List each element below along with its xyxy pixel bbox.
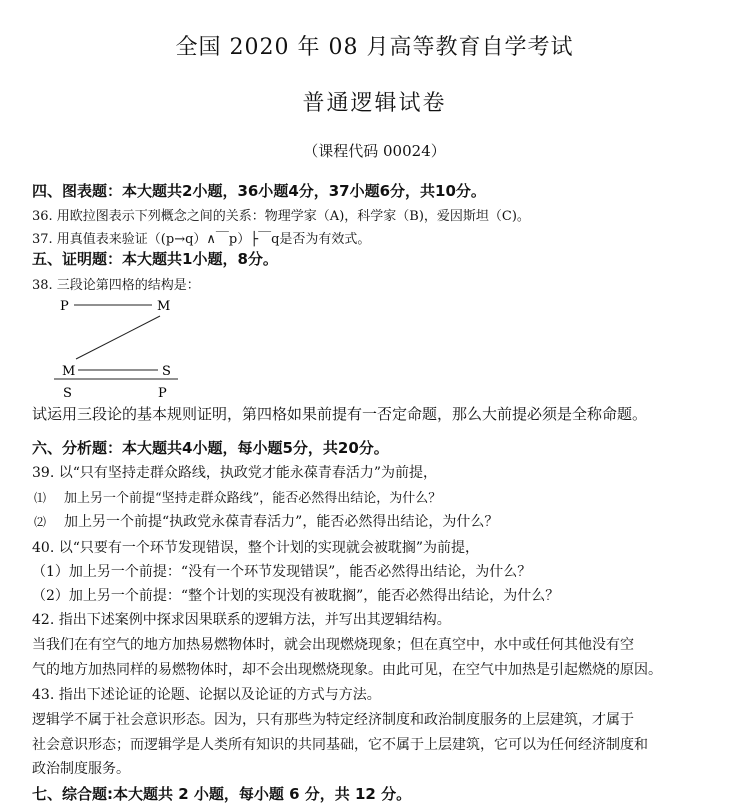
diagram-top-left: P <box>60 299 69 314</box>
question-39-part1 <box>34 487 441 506</box>
exam-title: 全国 2020 年 08 月高等教育自学考试 <box>175 35 574 60</box>
question-40: 40. 以“只要有一个环节发现错误，整个计划的实现就会被耽搁”为前提， <box>32 540 480 556</box>
question-43-text-line2: 社会意识形态；而逻辑学是人类所有知识的共同基础，它不属于上层建筑，它可以为任何经济制度和 <box>32 737 648 753</box>
question-42-text-line2: 气的地方加热同样的易燃物体时，却不会出现燃烧现象。由此可见，在空气中加热是引起燃烧的原因。 <box>32 662 662 678</box>
fourth-figure-diagram <box>48 296 188 404</box>
question-37: 37. 用真值表来验证（(p→q）∧￣p）├￣q是否为有效式。 <box>32 232 371 247</box>
question-43-text-line3: 政治制度服务。 <box>32 761 130 777</box>
paper-title: 普通逻辑试卷 <box>302 91 447 116</box>
q39-part2-marker: ⑵ <box>34 515 47 529</box>
question-38-task: 试运用三段论的基本规则证明，第四格如果前提有一否定命题，那么大前提必须是全称命题。 <box>32 405 648 423</box>
diagram-bottom-right: P <box>158 386 167 401</box>
q39-part1-marker: ⑴ <box>34 491 47 505</box>
q39-part1-text: 加上另一个前提“坚持走群众路线”，能否必然得出结论，为什么？ <box>64 491 442 506</box>
diagram-top-right: M <box>157 299 171 314</box>
diagram-bottom-left: S <box>63 386 72 401</box>
question-42: 42. 指出下述案例中探求因果联系的逻辑方法，并写出其逻辑结构。 <box>32 612 451 628</box>
section4-heading: 四、图表题：本大题共2小题，36小题4分，37小题6分，共10分。 <box>32 182 486 200</box>
section7-heading: 七、综合题:本大题共 2 小题，每小题 6 分，共 12 分。 <box>32 785 412 803</box>
section6-heading: 六、分析题：本大题共4小题，每小题5分，共20分。 <box>32 439 389 457</box>
q39-part2-text: 加上另一个前提“执政党永葆青春活力”，能否必然得出结论，为什么？ <box>64 514 499 530</box>
question-36: 36. 用欧拉图表示下列概念之间的关系：物理学家（A)，科学家（B)，爱因斯坦（C)。 <box>32 209 530 224</box>
diagram-mid-left: M <box>62 364 76 379</box>
question-42-text-line1: 当我们在有空气的地方加热易燃物体时，就会出现燃烧现象；但在真空中，水中或任何其他没有空 <box>32 637 634 653</box>
question-43: 43. 指出下述论证的论题、论据以及论证的方式与方法。 <box>32 687 381 703</box>
question-40-part1: （1）加上另一个前提：“没有一个环节发现错误”，能否必然得出结论，为什么？ <box>32 564 532 580</box>
question-38: 38. 三段论第四格的结构是： <box>32 278 200 293</box>
diagram-diagonal-line <box>76 316 160 359</box>
section5-heading: 五、证明题：本大题共1小题，8分。 <box>32 250 278 268</box>
question-40-part2: （2）加上另一个前提：“整个计划的实现没有被耽搁”，能否必然得出结论，为什么？ <box>32 588 560 604</box>
question-39-part2 <box>34 511 498 531</box>
question-43-text-line1: 逻辑学不属于社会意识形态。因为，只有那些为特定经济制度和政治制度服务的上层建筑，才属于 <box>32 712 634 728</box>
diagram-mid-right: S <box>162 364 171 379</box>
question-39: 39. 以“只有坚持走群众路线，执政党才能永葆青春活力”为前提， <box>32 465 438 481</box>
course-code: （课程代码 00024） <box>303 142 446 160</box>
